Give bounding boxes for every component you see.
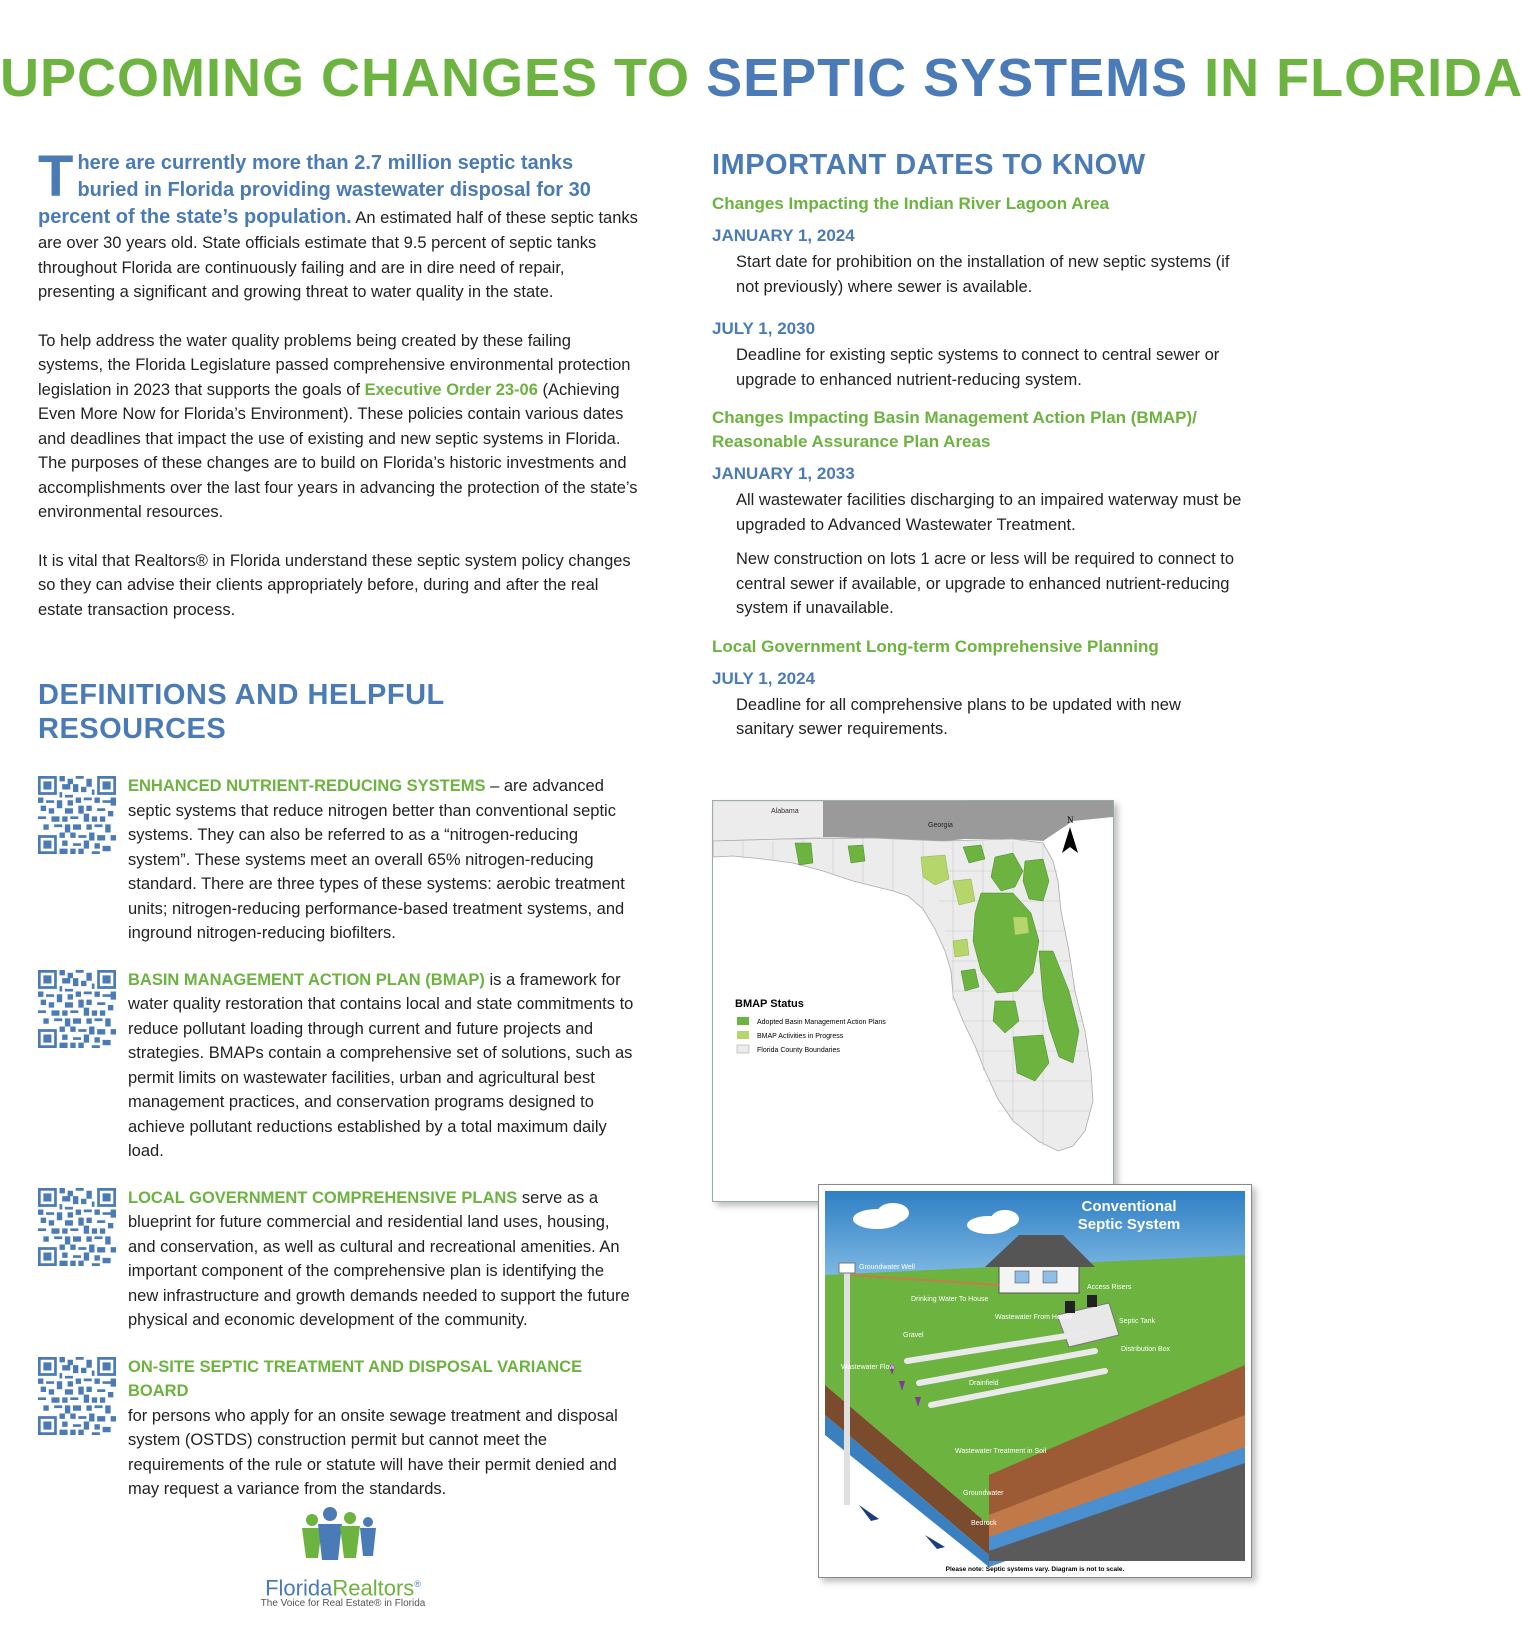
legend-item: BMAP Activities in Progress xyxy=(757,1033,844,1040)
date-description: Deadline for existing septic systems to connect to central sewer or upgrade to enhanced nutrient-reducing system. xyxy=(736,346,1220,389)
diagram-title: Conventional xyxy=(1081,1198,1177,1215)
qr-code-icon[interactable] xyxy=(38,970,116,1048)
septic-diagram-graphic xyxy=(819,1185,1251,1577)
label-drinking: Drinking Water To House xyxy=(911,1296,989,1303)
dates-heading: IMPORTANT DATES TO KNOW xyxy=(712,149,1146,181)
date-label: JULY 1, 2030 xyxy=(712,319,816,338)
definition-item: LOCAL GOVERNMENT COMPREHENSIVE PLANS serve as a blueprint for future commercial and residential land uses, housing, and conservation, as well as cultural and recreational amenities. An important component of the comprehensive plan is identifying the new infrastructure and growth demands needed to support the future physical and economic development of the community. xyxy=(38,1186,638,1333)
legend-item: Florida County Boundaries xyxy=(757,1047,840,1054)
definition-item: ENHANCED NUTRIENT-REDUCING SYSTEMS – are advanced septic systems that reduce nitrogen better than conventional septic systems. They can also be referred to as a “nitrogen-reducing system”. These systems meet an overall 65% nitrogen-reducing standard. There are three types of these systems: aerobic treatment units; nitrogen-reducing performance-based treatment systems, and inground nitrogen-reducing biofilters. xyxy=(38,774,638,946)
definitions-heading: DEFINITIONS AND HELPFUL RESOURCES xyxy=(38,679,445,745)
intro-lead: here are currently more than 2.7 million septic tanks buried in Florida providing wastewater disposal for 30 percent of the state’s population. xyxy=(38,152,591,228)
florida-map-graphic xyxy=(713,801,1113,1201)
logo-tagline: The Voice for Real Estate® in Florida xyxy=(260,1598,426,1609)
label-tank: Septic Tank xyxy=(1119,1318,1156,1325)
dates-subheading: Local Government Long-term Comprehensive Planning xyxy=(712,636,1159,656)
dates-section-planning xyxy=(712,635,1242,742)
septic-diagram xyxy=(818,1184,1252,1578)
label-groundwater: Groundwater xyxy=(963,1490,1004,1497)
intro-paragraph-1: There are currently more than 2.7 million septic tanks buried in Florida providing wastewater disposal for 30 percent of the state’s population. An estimated half of these septic tanks are over 30 years old. State officials estimate that 9.5 percent of septic tanks throughout Florida are continuously failing and are in dire need of repair, presenting a significant and growing threat to water quality in the state. xyxy=(38,144,638,301)
label-alabama: Alabama xyxy=(771,808,799,815)
legend-item: Adopted Basin Management Action Plans xyxy=(757,1019,886,1026)
dates-section-bmap xyxy=(712,406,1242,621)
date-label: JULY 1, 2024 xyxy=(712,668,816,688)
date-label: JANUARY 1, 2024 xyxy=(712,226,855,245)
date-description: Start date for prohibition on the installation of new septic systems (if not previously) where sewer is available. xyxy=(736,253,1230,296)
qr-code-icon[interactable] xyxy=(38,1357,116,1435)
diagram-note: Please note: Septic systems vary. Diagram is not to scale. xyxy=(945,1566,1125,1573)
qr-code-icon[interactable] xyxy=(38,776,116,854)
florida-realtors-logo xyxy=(258,1506,428,1614)
label-treatment: Wastewater Treatment in Soil xyxy=(955,1448,1047,1455)
realtors-people-icon xyxy=(258,1506,428,1570)
dates-section-indian-river xyxy=(712,192,1242,392)
definition-item: BASIN MANAGEMENT ACTION PLAN (BMAP) is a framework for water quality restoration that contains local and state commitments to reduce pollutant loading through current and future projects and strategies. BMAPs contain a comprehensive set of solutions, such as permit limits on wastewater facilities, urban and agricultural best management practices, and conservation programs designed to achieve pollutant reductions established by a total maximum daily load. xyxy=(38,968,638,1164)
label-gravel: Gravel xyxy=(903,1332,924,1339)
legend-swatch-county xyxy=(737,1045,749,1053)
page-title: UPCOMING CHANGES TO SEPTIC SYSTEMS IN FLORIDA xyxy=(0,48,1523,108)
drop-cap: T xyxy=(38,144,74,209)
legend-swatch-adopted xyxy=(737,1017,749,1025)
label-georgia: Georgia xyxy=(928,822,953,829)
logo-wordmark: FloridaRealtors® xyxy=(265,1575,421,1601)
bmap-map xyxy=(712,800,1114,1202)
diagram-title: Septic System xyxy=(1077,1216,1181,1233)
label-flow: Wastewater Flow xyxy=(841,1364,895,1371)
intro-paragraph-2: To help address the water quality problems being created by these failing systems, the Florida Legislature passed comprehensive environmental protection legislation in 2023 that supports the goals of Executive Order 23-06 (Achieving Even More Now for Florida’s Environment). These policies contain various dates and deadlines that impact the use of existing and new septic systems in Florida. The purposes of these changes are to build on Florida’s historic investments and accomplishments over the last four years in advancing the protection of the state’s environmental resources. xyxy=(38,331,638,521)
label-well: Groundwater Well xyxy=(859,1264,915,1271)
label-drainfield: Drainfield xyxy=(969,1380,999,1387)
label-wastewater-house: Wastewater From House xyxy=(995,1314,1073,1321)
right-column xyxy=(712,148,1242,752)
dates-subheading: Changes Impacting the Indian River Lagoon Area xyxy=(712,194,1110,213)
intro xyxy=(38,144,638,622)
left-column xyxy=(38,144,638,1524)
intro-paragraph-3: It is vital that Realtors® in Florida understand these septic system policy changes so they can advise their clients appropriately before, during and after the real estate transaction process. xyxy=(38,551,631,619)
north-label: N xyxy=(1067,815,1074,825)
date-label: JANUARY 1, 2033 xyxy=(712,464,855,483)
label-risers: Access Risers xyxy=(1087,1284,1132,1291)
dates-subheading: Changes Impacting Basin Management Action Plan (BMAP)/ Reasonable Assurance Plan Areas xyxy=(712,408,1197,451)
legend-swatch-progress xyxy=(737,1031,749,1039)
definitions-list xyxy=(38,774,638,1502)
definition-item: ON-SITE SEPTIC TREATMENT AND DISPOSAL VARIANCE BOARD for persons who apply for an onsite sewage treatment and disposal system (OSTDS) construction permit but cannot meet the requirements of the rule or statute will have their permit denied and may request a variance from the standards. xyxy=(38,1355,638,1502)
label-box: Distribution Box xyxy=(1121,1346,1171,1353)
label-bedrock: Bedrock xyxy=(971,1520,997,1527)
legend-title: BMAP Status xyxy=(735,998,804,1010)
date-description: All wastewater facilities discharging to an impaired waterway must be upgraded to Advanced Wastewater Treatment. xyxy=(736,491,1242,534)
date-description: Deadline for all comprehensive plans to be updated with new sanitary sewer requirements. xyxy=(736,695,1181,738)
executive-order-link[interactable]: Executive Order 23-06 xyxy=(364,380,538,399)
qr-code-icon[interactable] xyxy=(38,1188,116,1266)
date-description: New construction on lots 1 acre or less will be required to connect to central sewer if available, or upgrade to enhanced nutrient-reducing system if unavailable. xyxy=(736,550,1234,617)
